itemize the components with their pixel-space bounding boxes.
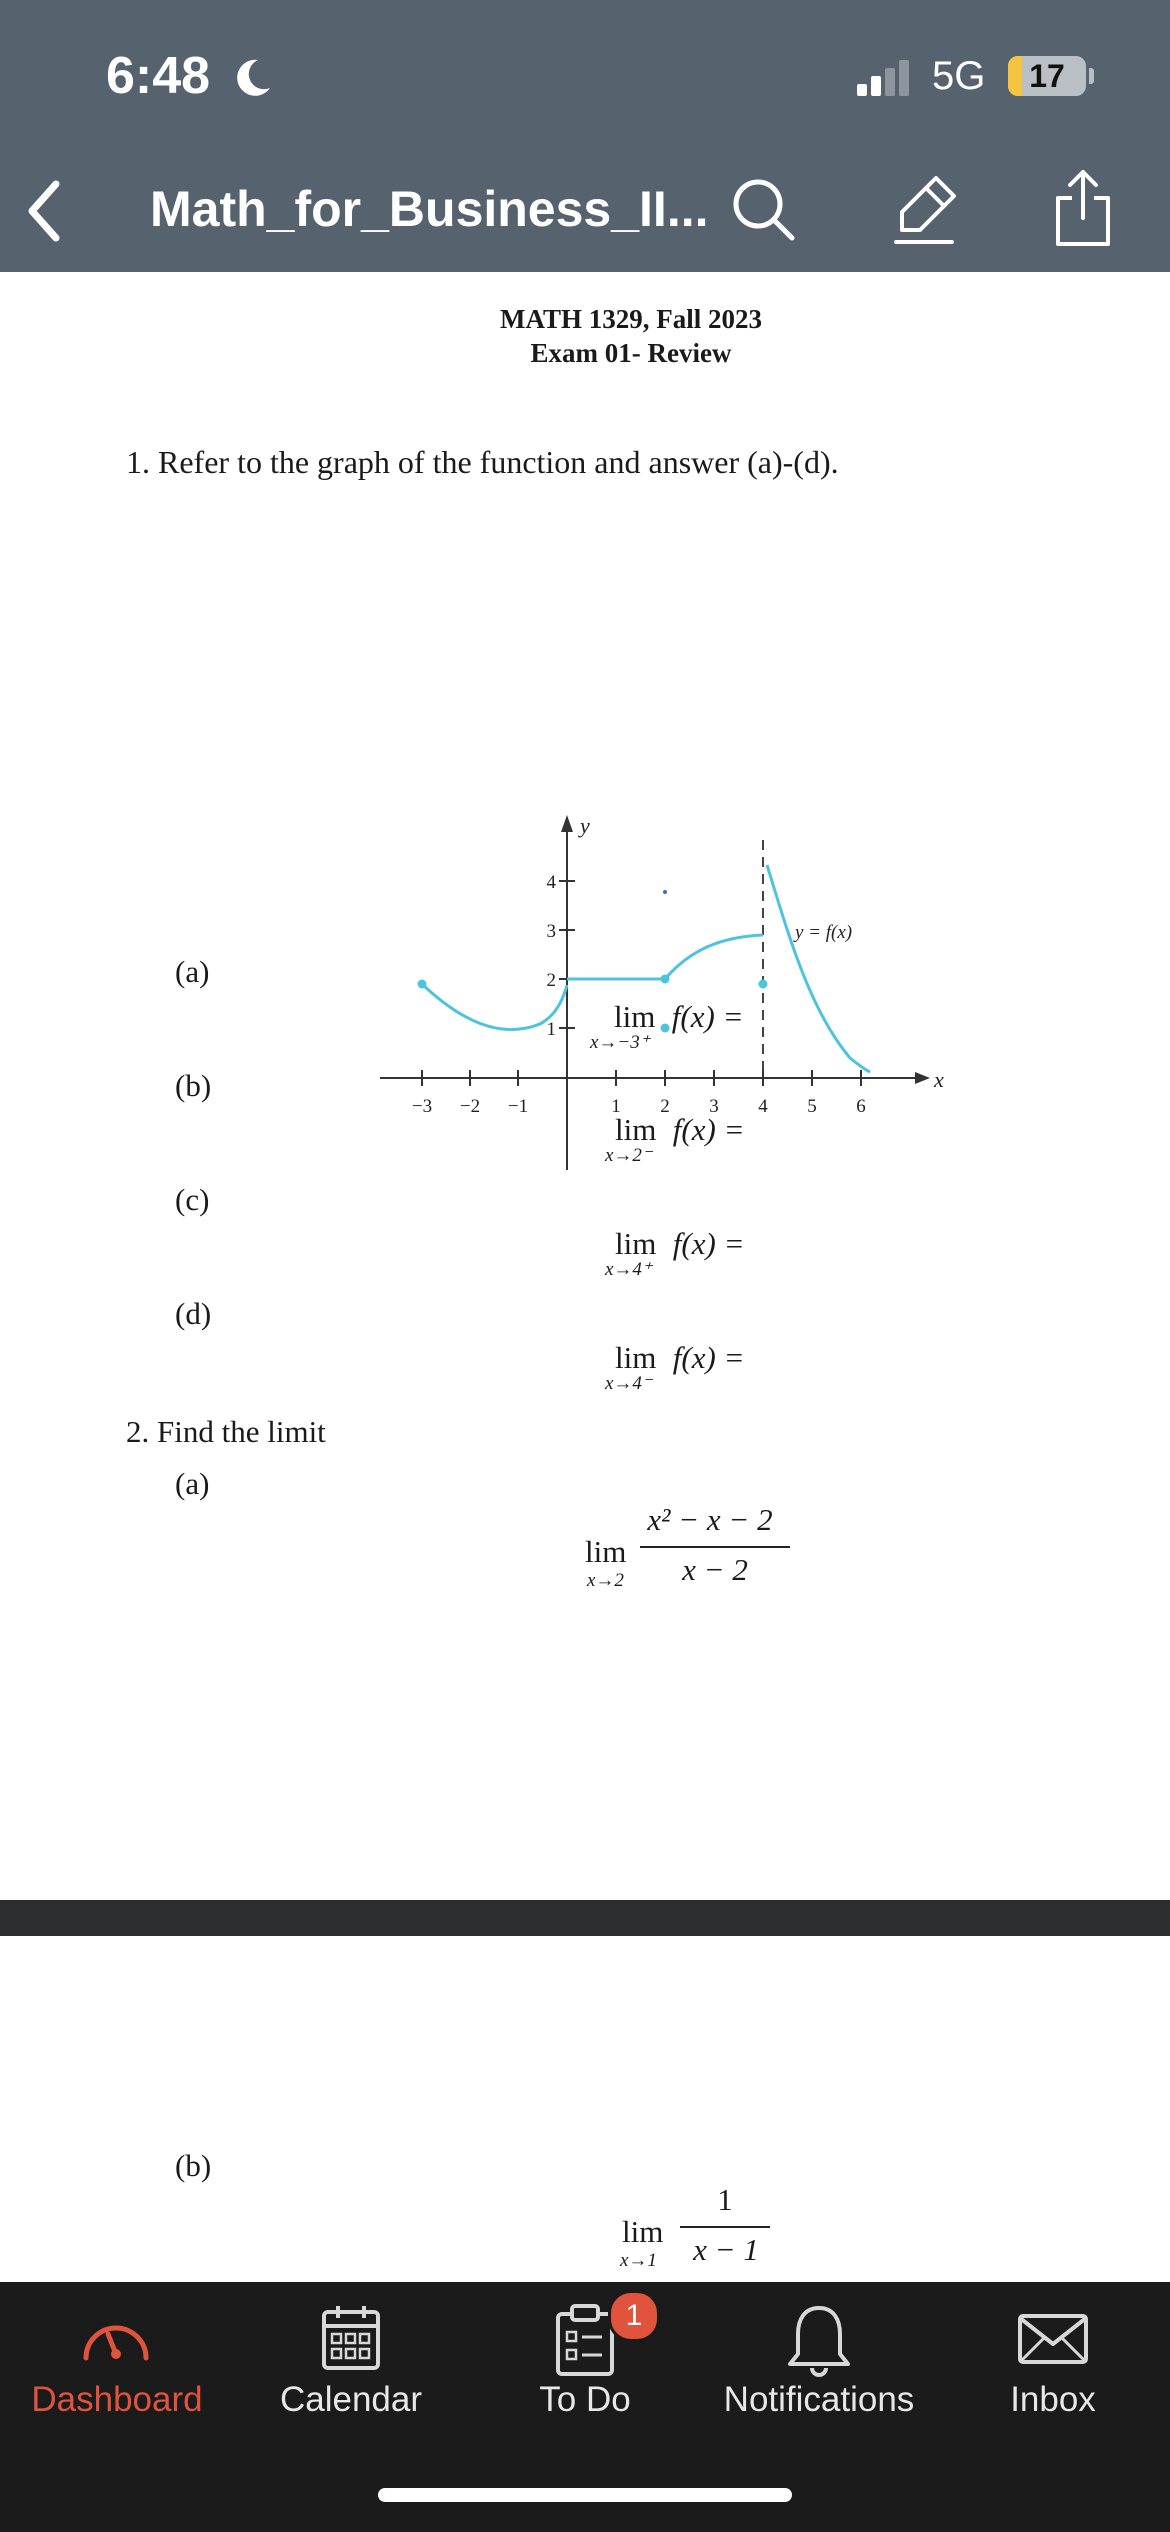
x-tick-label: −3 <box>411 1096 433 1117</box>
back-chevron-icon[interactable] <box>22 176 66 246</box>
y-tick-label: 4 <box>546 872 556 893</box>
todo-badge-count: 1 <box>625 2299 643 2332</box>
limit-expression-d: lim f(x) = x→4⁻ <box>605 1340 745 1394</box>
document-page-2 <box>0 1936 1170 2282</box>
nav-bar <box>0 150 1170 272</box>
curve-segment-right <box>767 865 870 1072</box>
part-label: (b) <box>175 1068 212 1103</box>
doc-header-line1: MATH 1329, Fall 2023 <box>500 304 762 334</box>
limit-expression-c: lim f(x) = x→4⁺ <box>605 1226 745 1280</box>
part-label: (c) <box>175 1182 210 1217</box>
question-2-text: 2. Find the limit <box>126 1414 326 1449</box>
x-tick-label: −1 <box>507 1096 529 1117</box>
x-tick-label: 4 <box>758 1096 768 1117</box>
page-separator <box>0 1900 1170 1936</box>
doc-header-line2: Exam 01- Review <box>530 338 732 368</box>
limit-expression-a: lim f(x) = x→−3⁺ <box>590 999 744 1053</box>
part-label: (a) <box>175 954 210 989</box>
part-label: (a) <box>175 1466 210 1501</box>
share-icon[interactable] <box>1050 168 1116 250</box>
tab-dashboard-label: Dashboard <box>31 2380 203 2419</box>
x-tick-label: 6 <box>856 1096 866 1117</box>
tab-inbox-label: Inbox <box>1010 2380 1096 2419</box>
calendar-icon <box>320 2302 382 2374</box>
annotate-pen-icon[interactable] <box>890 172 962 248</box>
home-indicator[interactable] <box>378 2488 792 2502</box>
limit-expression-b: lim f(x) = x→2⁻ <box>605 1112 745 1166</box>
x-tick-label: 1 <box>611 1096 621 1117</box>
graph-point <box>663 890 667 894</box>
battery-level: 17 <box>1029 58 1065 94</box>
document-page <box>0 272 1170 1900</box>
dashboard-icon <box>78 2310 154 2366</box>
x-tick-label: 2 <box>660 1096 670 1117</box>
function-graph <box>370 540 950 1180</box>
curve-segment-left <box>422 984 567 1030</box>
x-tick-label: −2 <box>459 1096 481 1117</box>
limit-fraction-b: lim x→1 1 x − 1 <box>618 2182 778 2282</box>
page-title: Math_for_Business_II... <box>150 181 709 237</box>
network-label: 5G <box>932 54 986 98</box>
curve-label: y = f(x) <box>795 922 853 943</box>
todo-badge <box>608 2290 660 2342</box>
y-tick-label: 1 <box>546 1019 556 1040</box>
y-tick-label: 3 <box>546 921 556 942</box>
x-tick-label: 3 <box>709 1096 719 1117</box>
moon-icon <box>232 56 274 100</box>
part-label: (b) <box>175 2148 212 2183</box>
mail-icon <box>1016 2312 1090 2366</box>
x-tick-label: 5 <box>807 1096 817 1117</box>
status-time: 6:48 <box>106 47 211 105</box>
tab-calendar-label: Calendar <box>279 2380 423 2419</box>
battery-icon <box>1008 56 1086 96</box>
curve-segment-rise <box>665 935 763 979</box>
graph-point <box>418 980 427 989</box>
tab-todo-label: To Do <box>539 2380 631 2419</box>
graph-point <box>759 980 768 989</box>
bell-icon <box>784 2302 854 2378</box>
question-1-text: 1. Refer to the graph of the function and answer (a)-(d). <box>126 444 839 480</box>
y-axis-label: y <box>580 813 590 838</box>
status-bar <box>0 0 1170 150</box>
tab-notifications-label: Notifications <box>723 2380 915 2419</box>
limit-fraction-a: lim x→2 x² − x − 2 x − 2 <box>585 1502 815 1602</box>
part-label: (d) <box>175 1296 212 1331</box>
signal-icon <box>855 58 915 96</box>
search-icon[interactable] <box>728 174 798 244</box>
graph-point <box>661 975 670 984</box>
x-axis-label: x <box>934 1067 944 1092</box>
y-tick-label: 2 <box>546 970 556 991</box>
